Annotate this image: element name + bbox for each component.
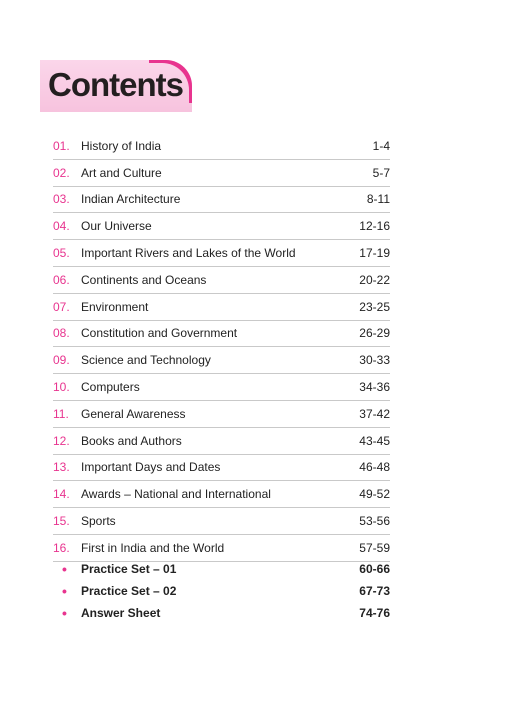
chapter-title: Environment <box>81 299 149 314</box>
chapter-pages: 49-52 <box>359 487 390 502</box>
toc-row <box>53 321 390 348</box>
appendix-row <box>53 558 390 580</box>
toc-row <box>53 508 390 535</box>
chapter-number: 12. <box>53 433 70 448</box>
toc-row <box>53 347 390 374</box>
chapter-pages: 26-29 <box>359 326 390 341</box>
chapter-number: 08. <box>53 326 70 341</box>
chapter-number: 15. <box>53 514 70 529</box>
appendix-title: Answer Sheet <box>81 606 161 620</box>
toc-row <box>53 481 390 508</box>
toc-row <box>53 240 390 267</box>
chapter-number: 06. <box>53 272 70 287</box>
chapter-title: Important Rivers and Lakes of the World <box>81 246 296 261</box>
chapter-number: 10. <box>53 380 70 395</box>
chapter-title: History of India <box>81 138 162 153</box>
toc-row <box>53 213 390 240</box>
chapter-number: 07. <box>53 299 70 314</box>
toc-row <box>53 267 390 294</box>
chapter-title: Art and Culture <box>81 165 162 180</box>
appendix-pages: 67-73 <box>359 584 390 598</box>
chapter-title: Science and Technology <box>81 353 211 368</box>
chapter-title: Books and Authors <box>81 433 182 448</box>
bullet-icon: • <box>62 605 67 621</box>
chapter-pages: 20-22 <box>359 272 390 287</box>
chapter-number: 03. <box>53 192 70 207</box>
chapter-number: 11. <box>53 406 69 421</box>
chapter-title: Our Universe <box>81 219 152 234</box>
chapter-title: Sports <box>81 514 116 529</box>
appendix-row <box>53 602 390 624</box>
chapter-pages: 17-19 <box>359 246 390 261</box>
toc-row <box>53 401 390 428</box>
chapter-title: Important Days and Dates <box>81 460 221 475</box>
chapter-title: Continents and Oceans <box>81 272 207 287</box>
chapter-pages: 34-36 <box>359 380 390 395</box>
chapter-number: 04. <box>53 219 70 234</box>
chapter-pages: 30-33 <box>359 353 390 368</box>
toc-row <box>53 374 390 401</box>
chapter-number: 05. <box>53 246 70 261</box>
chapter-pages: 1-4 <box>372 138 390 153</box>
chapter-number: 02. <box>53 165 70 180</box>
bullet-icon: • <box>62 583 67 599</box>
chapter-number: 01. <box>53 138 70 153</box>
chapter-pages: 53-56 <box>359 514 390 529</box>
toc-row <box>53 187 390 214</box>
chapter-pages: 23-25 <box>359 299 390 314</box>
appendix-pages: 74-76 <box>359 606 390 620</box>
contents-heading-box <box>40 60 192 112</box>
page-title: Contents <box>48 66 183 103</box>
chapter-number: 09. <box>53 353 70 368</box>
chapter-title: Constitution and Government <box>81 326 238 341</box>
chapter-pages: 57-59 <box>359 540 390 555</box>
toc-row <box>53 133 390 160</box>
appendix-pages: 60-66 <box>359 562 390 576</box>
toc-row <box>53 455 390 482</box>
appendix-title: Practice Set – 02 <box>81 584 177 598</box>
chapter-title: First in India and the World <box>81 540 225 555</box>
chapter-pages: 46-48 <box>359 460 390 475</box>
chapter-pages: 37-42 <box>359 406 390 421</box>
chapter-title: General Awareness <box>81 406 186 421</box>
chapter-pages: 12-16 <box>359 219 390 234</box>
chapter-number: 13. <box>53 460 70 475</box>
chapter-pages: 43-45 <box>359 433 390 448</box>
chapter-number: 14. <box>53 487 70 502</box>
table-of-contents <box>53 133 390 562</box>
bullet-icon: • <box>62 561 67 577</box>
appendix-title: Practice Set – 01 <box>81 562 177 576</box>
toc-row <box>53 160 390 187</box>
toc-row <box>53 428 390 455</box>
chapter-title: Computers <box>81 380 140 395</box>
chapter-number: 16. <box>53 540 70 555</box>
chapter-pages: 5-7 <box>372 165 390 180</box>
toc-row <box>53 294 390 321</box>
chapter-title: Indian Architecture <box>81 192 181 207</box>
chapter-title: Awards – National and International <box>81 487 271 502</box>
chapter-pages: 8-11 <box>366 192 390 207</box>
appendix-row <box>53 580 390 602</box>
appendix-list <box>53 558 390 624</box>
